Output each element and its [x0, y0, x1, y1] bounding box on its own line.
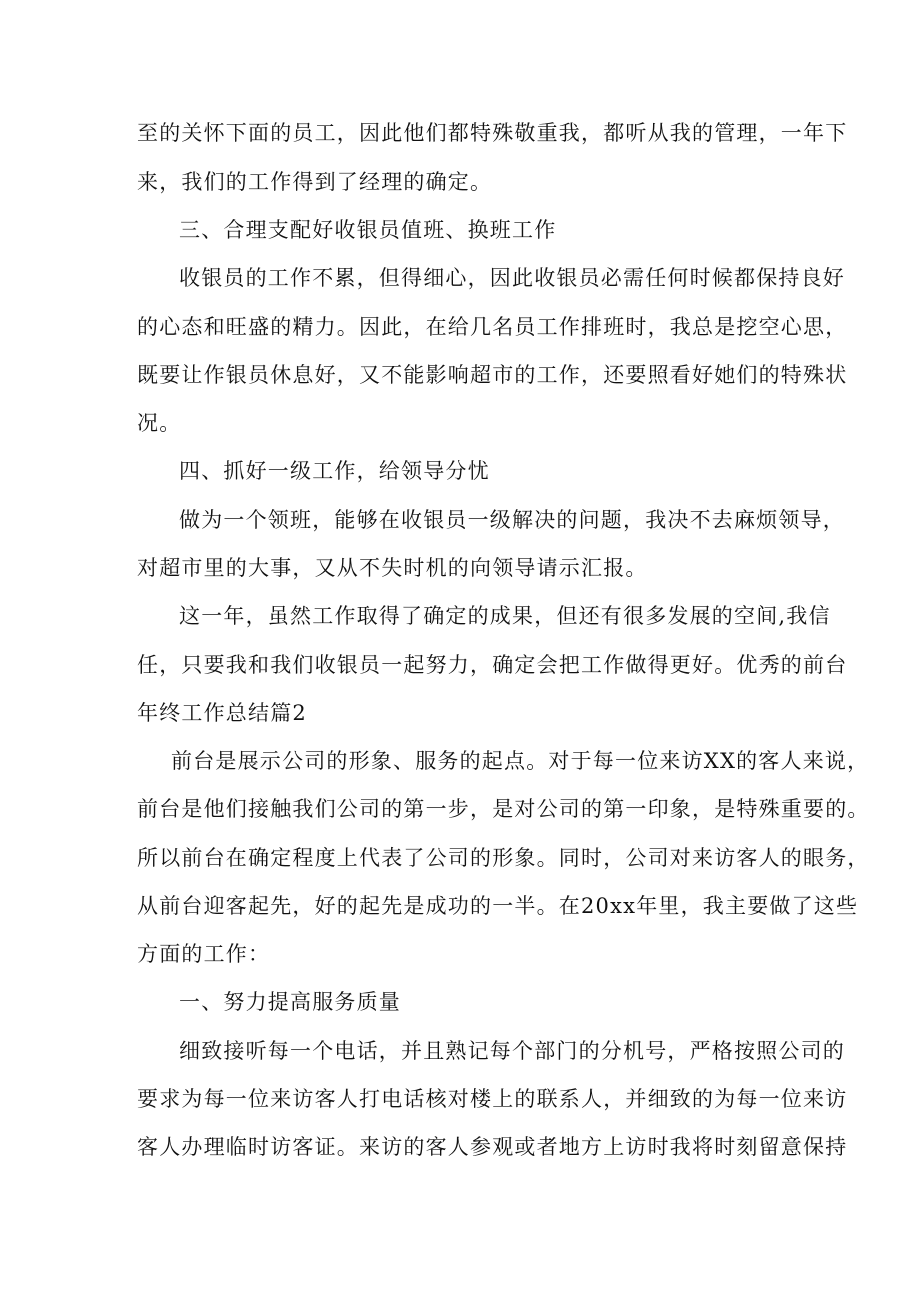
paragraph-line: 至的关怀下面的员工，因此他们都特殊敬重我，都听从我的管理，一年下	[137, 121, 848, 145]
paragraph-line: 从前台迎客起先，好的起先是成功的一半。在20xx年里，我主要做了这些	[137, 894, 859, 918]
paragraph-line: 的心态和旺盛的精力。因此，在给几名员工作排班时，我总是挖空心思，	[137, 315, 848, 339]
paragraph-line: 做为一个领班，能够在收银员一级解决的问题，我决不去麻烦领导，	[179, 508, 845, 532]
paragraph-line: 客人办理临时访客证。来访的客人参观或者地方上访时我将时刻留意保持	[137, 1135, 848, 1159]
paragraph-line: 方面的工作：	[137, 942, 271, 966]
paragraph-line: 前台是他们接触我们公司的第一步，是对公司的第一印象，是特殊重要的。	[137, 797, 870, 821]
paragraph-line: 细致接听每一个电话，并且熟记每个部门的分机号，严格按照公司的	[179, 1039, 845, 1063]
section-heading: 三、合理支配好收银员值班、换班工作	[179, 218, 557, 242]
paragraph-line: 要求为每一位来访客人打电话核对楼上的联系人，并细致的为每一位来访	[137, 1087, 848, 1111]
paragraph-line: 来，我们的工作得到了经理的确定。	[137, 170, 493, 194]
paragraph-line: 所以前台在确定程度上代表了公司的形象。同时，公司对来访客人的眼务，	[137, 846, 870, 870]
section-heading: 一、努力提高服务质量	[179, 990, 401, 1014]
paragraph-line: 既要让作银员休息好，又不能影响超市的工作，还要照看好她们的特殊状	[137, 363, 848, 387]
paragraph-line: 年终工作总结篇2	[137, 701, 307, 725]
section-heading: 四、抓好一级工作，给领导分忧	[179, 459, 490, 483]
paragraph-line: 对超市里的大事，又从不失时机的向领导请示汇报。	[137, 556, 648, 580]
paragraph-line: 况。	[137, 411, 182, 435]
paragraph-line: 这一年，虽然工作取得了确定的成果，但还有很多发展的空间,我信	[179, 604, 831, 628]
paragraph-line: 前台是展示公司的形象、服务的起点。对于每一位来访XX的客人来说，	[171, 749, 870, 773]
paragraph-line: 任，只要我和我们收银员一起努力，确定会把工作做得更好。优秀的前台	[137, 653, 848, 677]
paragraph-line: 收银员的工作不累，但得细心，因此收银员必需任何时候都保持良好	[179, 266, 845, 290]
